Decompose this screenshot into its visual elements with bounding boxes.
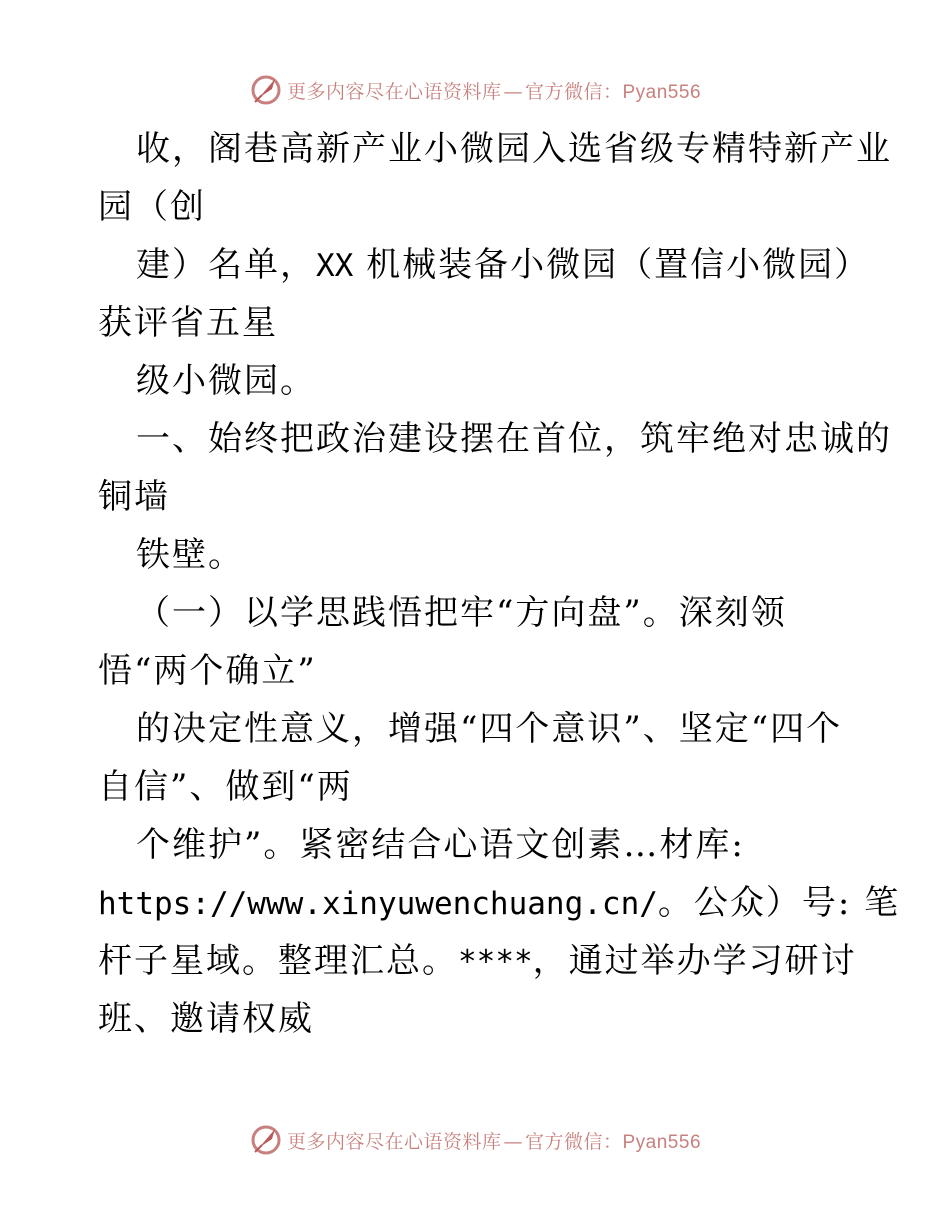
- text-line: 铜墙: [98, 477, 170, 517]
- text-line: 个维护”。紧密结合心语文创素…材库:: [136, 825, 745, 865]
- document-body: [98, 120, 901, 1048]
- text-line: 悟“两个确立”: [98, 651, 317, 691]
- quill-logo-icon: [249, 73, 283, 107]
- text-line: 建）名单，XX 机械装备小微园（置信小微园）: [136, 245, 871, 285]
- watermark-text: 更多内容尽在心语资料库 — 官方微信：Pyan556: [286, 1130, 702, 1153]
- text-line: 园（创: [98, 187, 206, 227]
- text-line: 自信”、做到“两: [98, 767, 353, 807]
- watermark-text: 更多内容尽在心语资料库 — 官方微信：Pyan556: [286, 80, 702, 103]
- url-line: https://www.xinyuwenchuang.cn/。公众）号: 笔: [98, 883, 901, 923]
- section-heading: 一、始终把政治建设摆在首位，筑牢绝对忠诚的: [136, 419, 892, 459]
- text-line: 的决定性意义，增强“四个意识”、坚定“四个: [136, 709, 843, 749]
- text-line: 班、邀请权威: [98, 999, 314, 1039]
- text-line: 级小微园。: [136, 361, 316, 401]
- footer-watermark: [0, 1118, 950, 1162]
- subsection-heading: （一）以学思践悟把牢“方向盘”。深刻领: [136, 593, 787, 633]
- text-line: 杆子星域。整理汇总。****，通过举办学习研讨: [98, 941, 857, 981]
- text-line: 获评省五星: [98, 303, 278, 343]
- header-watermark: [0, 68, 950, 112]
- quill-logo-icon: [249, 1123, 283, 1157]
- text-line: 收，阁巷高新产业小微园入选省级专精特新产业: [136, 129, 892, 169]
- text-line: 铁壁。: [136, 535, 244, 575]
